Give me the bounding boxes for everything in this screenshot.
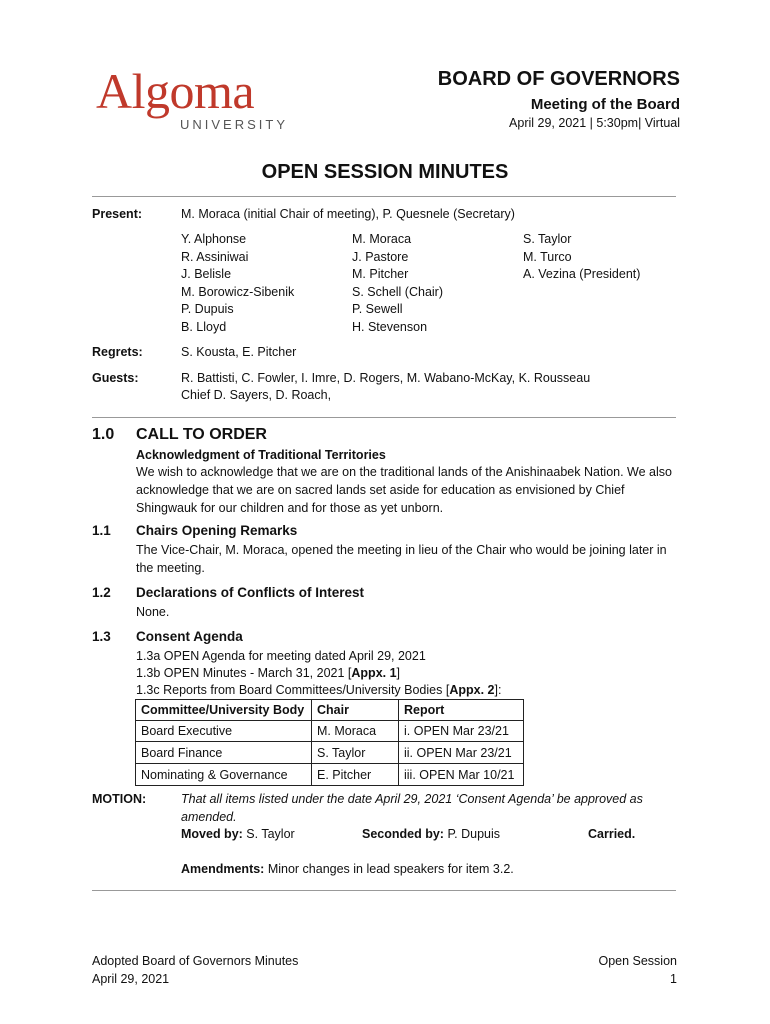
page-number: 1 bbox=[670, 972, 677, 986]
attendee: M. Pitcher bbox=[352, 267, 409, 282]
cell: iii. OPEN Mar 10/21 bbox=[399, 764, 524, 786]
land-acknowledgment: We wish to acknowledge that we are on the traditional lands of the Anishinaabek Nation. We also acknowledge that we are on sacred lands set aside for education as envisioned by Chief Shingwauk for our children and for those as yet unborn. bbox=[136, 465, 672, 515]
footer-right bbox=[598, 952, 677, 988]
section-number: 1.0 bbox=[92, 426, 115, 443]
section-number: 1.3 bbox=[92, 629, 111, 644]
attendee: B. Lloyd bbox=[181, 319, 227, 334]
section-title: Declarations of Conflicts of Interest bbox=[136, 585, 365, 600]
consent-item-b: 1.3b OPEN Minutes - March 31, 2021 [Appx. 1] bbox=[136, 666, 401, 680]
attendee: R. Assiniwai bbox=[181, 249, 249, 264]
motion-label: MOTION: bbox=[92, 792, 147, 806]
guests-line-1: R. Battisti, C. Fowler, I. Imre, D. Rogers, M. Wabano-McKay, K. Rousseau bbox=[181, 371, 591, 385]
regrets-label: Regrets: bbox=[92, 345, 143, 359]
section-text: The Vice-Chair, M. Moraca, opened the meeting in lieu of the Chair who would be joining later in the meeting. bbox=[136, 543, 667, 575]
cell: M. Moraca bbox=[312, 721, 399, 742]
seconded-by: Seconded by: P. Dupuis bbox=[362, 827, 501, 841]
present-column-1 bbox=[181, 231, 294, 337]
cell: Board Executive bbox=[136, 721, 312, 742]
section-text: None. bbox=[136, 605, 170, 619]
attendee: S. Schell (Chair) bbox=[352, 284, 443, 299]
divider bbox=[92, 196, 676, 197]
meeting-date: April 29, 2021 | 5:30pm| Virtual bbox=[509, 116, 680, 130]
logo-university-text: UNIVERSITY bbox=[180, 117, 289, 132]
subsection-title: Acknowledgment of Traditional Territories bbox=[136, 448, 386, 462]
footer-doc-title: Adopted Board of Governors Minutes bbox=[92, 954, 299, 968]
section-number: 1.1 bbox=[92, 523, 111, 538]
divider bbox=[92, 890, 676, 891]
committee-reports-table bbox=[135, 699, 524, 786]
present-column-3 bbox=[523, 231, 640, 284]
cell: S. Taylor bbox=[312, 742, 399, 764]
present-label: Present: bbox=[92, 207, 143, 221]
section-title: Chairs Opening Remarks bbox=[136, 523, 298, 538]
guests-line-2: Chief D. Sayers, D. Roach, bbox=[181, 388, 332, 402]
attendee: M. Borowicz-Sibenik bbox=[181, 284, 295, 299]
header-committee: Committee/University Body bbox=[136, 700, 312, 721]
moved-by: Moved by: S. Taylor bbox=[181, 827, 295, 841]
footer-session: Open Session bbox=[598, 954, 677, 968]
motion-result: Carried. bbox=[588, 827, 636, 841]
present-line: M. Moraca (initial Chair of meeting), P. Quesnele (Secretary) bbox=[181, 207, 515, 221]
attendee: H. Stevenson bbox=[352, 319, 428, 334]
attendee: S. Taylor bbox=[523, 232, 572, 246]
motion-text: That all items listed under the date April 29, 2021 ‘Consent Agenda’ be approved as amended. bbox=[181, 792, 643, 824]
cell: i. OPEN Mar 23/21 bbox=[399, 721, 524, 742]
table-row bbox=[136, 721, 524, 742]
section-number: 1.2 bbox=[92, 585, 111, 600]
header-report: Report bbox=[399, 700, 524, 721]
guests-label: Guests: bbox=[92, 371, 139, 385]
board-title: BOARD OF GOVERNORS bbox=[437, 68, 680, 90]
attendee: M. Turco bbox=[523, 249, 572, 264]
session-title: OPEN SESSION MINUTES bbox=[261, 161, 509, 183]
algoma-logo: Algoma bbox=[96, 63, 255, 119]
meeting-subtitle: Meeting of the Board bbox=[530, 96, 680, 113]
table-row bbox=[136, 764, 524, 786]
divider bbox=[92, 417, 676, 418]
attendee: J. Pastore bbox=[352, 249, 409, 264]
cell: Nominating & Governance bbox=[136, 764, 312, 786]
table-header-row bbox=[136, 700, 524, 721]
section-title: CALL TO ORDER bbox=[136, 426, 267, 443]
attendee: M. Moraca bbox=[352, 232, 412, 246]
consent-item-a: 1.3a OPEN Agenda for meeting dated April 29, 2021 bbox=[136, 649, 426, 663]
attendee: P. Sewell bbox=[352, 302, 403, 317]
table-row bbox=[136, 742, 524, 764]
present-column-2 bbox=[352, 231, 443, 337]
cell: Board Finance bbox=[136, 742, 312, 764]
attendee: A. Vezina (President) bbox=[523, 267, 641, 282]
amendments: Amendments: Minor changes in lead speakers for item 3.2. bbox=[181, 862, 514, 876]
cell: E. Pitcher bbox=[312, 764, 399, 786]
regrets-text: S. Kousta, E. Pitcher bbox=[181, 345, 297, 359]
attendee: J. Belisle bbox=[181, 267, 232, 282]
section-title: Consent Agenda bbox=[136, 629, 243, 644]
footer-date: April 29, 2021 bbox=[92, 972, 170, 986]
cell: ii. OPEN Mar 23/21 bbox=[399, 742, 524, 764]
header-chair: Chair bbox=[312, 700, 399, 721]
attendee: Y. Alphonse bbox=[181, 232, 247, 246]
attendee: P. Dupuis bbox=[181, 302, 234, 317]
consent-item-c: 1.3c Reports from Board Committees/University Bodies [Appx. 2]: bbox=[136, 683, 502, 697]
footer-left bbox=[92, 952, 298, 988]
